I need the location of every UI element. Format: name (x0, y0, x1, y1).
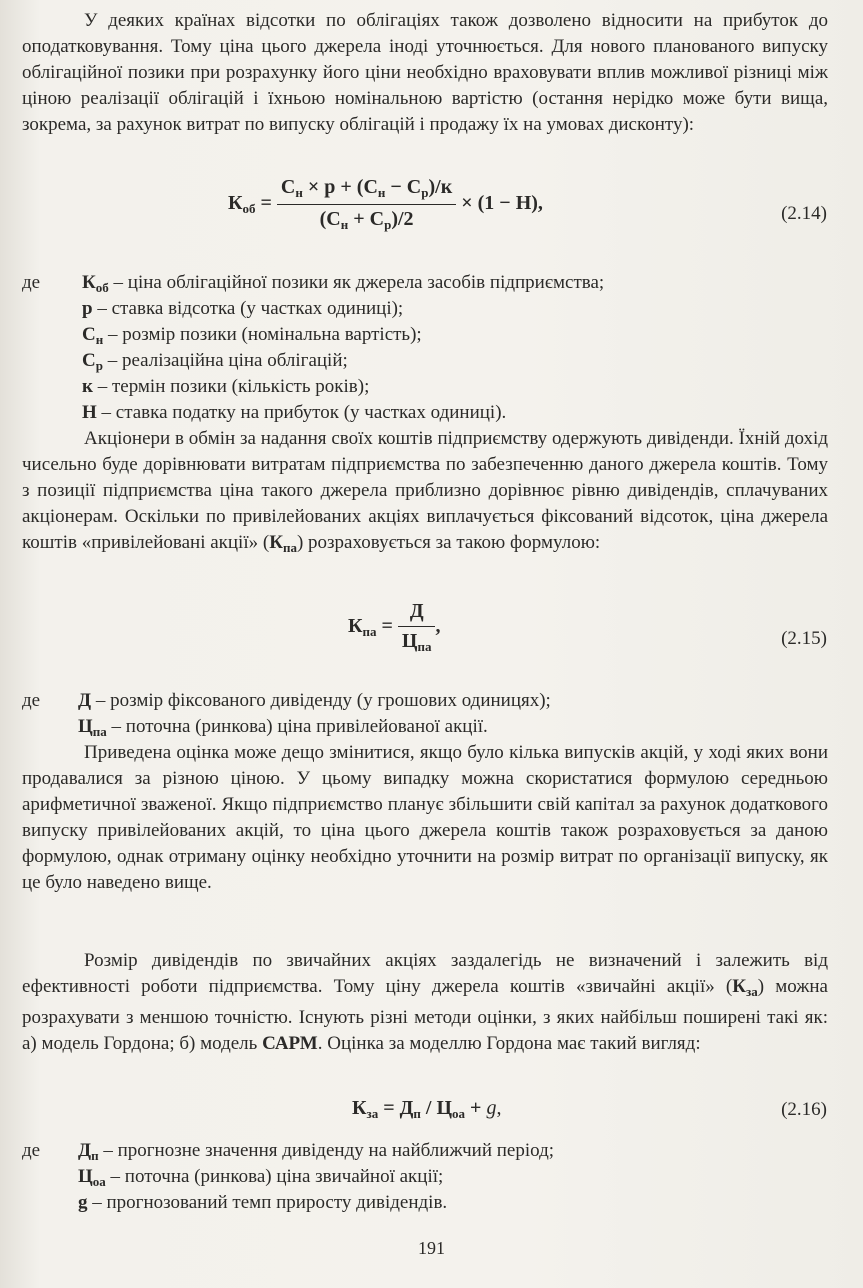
equation-number-2-16: (2.16) (781, 1099, 827, 1120)
fraction (277, 176, 456, 233)
formula-2-15: $К_{па}$ = $\frac{Д}{Ц_{па}}$ , (348, 600, 441, 654)
fraction-numerator: Д (398, 600, 436, 627)
definition-item: $С_р$ – реалізаційна ціна облігацій; (82, 350, 348, 373)
paragraph-estimate-changes: Приведена оцінка може дещо змінитися, якщо було кілька випусків акцій, у ході яких вони продавалися за різною ціною. У цьому випадку можна скористатися формулою середньою арифметичної зваженої. Якщо підприємство планує збільшити свій капітал за рахунок додаткового випуску привілейованих акцій, то ціна цього джерела коштів також розраховується за даною формулою, однак отриману оцінку необхідно уточнити на розмір витрат по організації випуску, як це було наведено вище. (22, 742, 828, 893)
definition-item: $Д_п$ – прогнозне значення дивіденду на найближчий період; (78, 1140, 555, 1163)
equation-number-2-15: (2.15) (781, 628, 827, 649)
paragraph-common-shares: Розмір дивідендів по звичайних акціях заздалегідь не визначений і залежить від ефективності роботи підприємства. Тому ціну джерела коштів «звичайні акції» $(К_{за})$ можна розрахувати з меншою точністю. Існують різні методи оцінки, з яких найбільш поширені такі як: а) модель Гордона; б) модель САРМ. Оцінка за моделлю Гордона має такий вигляд: (22, 950, 828, 1054)
formula-subscript: об (242, 201, 256, 217)
definition-item: $Ц_{оа}$ – поточна (ринкова) ціна звичайної акції; (78, 1166, 444, 1189)
equals-sign: = (260, 192, 277, 215)
equation-number-2-14: (2.14) (781, 203, 827, 224)
paragraph-shareholders: Акціонери в обмін за надання своїх коштів підприємству одержують дивіденди. Їхній дохід чисельно буде дорівнювати витратам підприємства по забезпеченню даного джерела коштів. Тому з позиції підприємства ціна такого джерела приблизно дорівнює рівню дивідендів, сплачуваних акціонерам. Оскільки по привілейованих акціях виплачується фіксований відсоток, ціна джерела коштів «привілейовані акції» $(К_{па})$ розраховується за такою формулою: (22, 428, 828, 555)
fraction (398, 600, 436, 655)
fraction-denominator: $Ц_{па}$ (401, 630, 432, 654)
fraction-numerator: $С_н \times р + (С_н - С_р)/к$ (277, 176, 456, 205)
where-label: де (22, 1140, 41, 1161)
formula-tail: × (1 − Н), (461, 192, 543, 215)
definition-item: Н – ставка податку на прибуток (у частках одиниці). (82, 402, 507, 423)
where-label: де (22, 272, 41, 293)
formula-symbol: К (228, 192, 243, 215)
definition-item: Д – розмір фіксованого дивіденду (у грошових одиницях); (78, 690, 551, 711)
definition-item: $Ц_{па}$ – поточна (ринкова) ціна привілейованої акції. (78, 716, 488, 739)
where-label: де (22, 690, 41, 711)
formula-2-16: $К_{за} = Д_п / Ц_{оа} + g$, (352, 1097, 502, 1121)
definition-item: $С_н$ – розмір позики (номінальна вартість); (82, 324, 422, 347)
page-number: 191 (418, 1238, 445, 1258)
definition-item: к – термін позики (кількість років); (82, 376, 370, 397)
paragraph-bond-interest: У деяких країнах відсотки по облігаціях також дозволено відносити на прибуток до оподатковування. Тому ціна цього джерела іноді уточнюється. Для нового планованого випуску облігаційної позики при розрахунку його ціни необхідно враховувати вплив можливої різниці між ціною реалізації облігацій і їхньою номінальною вартістю (остання нерідко може бути вища, зокрема, за рахунок витрат по випуску облігацій і продажу їх на умовах дисконту): (22, 10, 828, 135)
definition-item: р – ставка відсотка (у частках одиниці); (82, 298, 404, 319)
formula-2-14 (228, 176, 543, 233)
definition-item: $К_{об}$ – ціна облігаційної позики як джерела засобів підприємства; (82, 272, 605, 295)
fraction-denominator: $(С_н + С_р)/2$ (319, 208, 414, 232)
definition-item: g – прогнозований темп приросту дивідендів. (78, 1192, 448, 1213)
